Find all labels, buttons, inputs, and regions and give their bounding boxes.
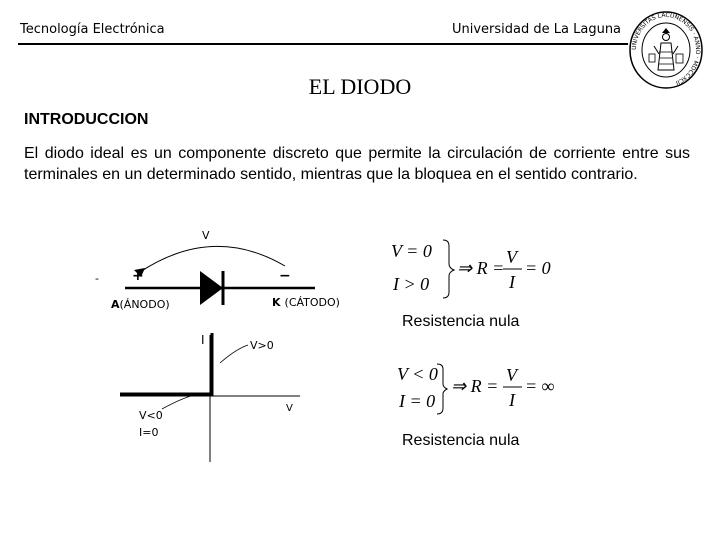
formula-2 [385, 360, 585, 430]
cathode-label [272, 296, 340, 309]
anode-label [111, 298, 170, 311]
seal-ring-text: UNIVERSITAS LACUNENSIS · ANNO · MDCCXCII [630, 11, 702, 87]
formula-1 [385, 232, 585, 302]
plus-sign: + [132, 268, 144, 284]
forward-pointer [220, 345, 248, 363]
cathode-text: (CÁTODO) [284, 296, 340, 309]
formula-2-cond2: I = 0 [399, 391, 436, 411]
formula-1-cond1: V = 0 [391, 241, 432, 261]
header-course: Tecnología Electrónica [20, 22, 165, 37]
y-axis-label: I [201, 333, 205, 347]
formula-2-numerator: V [506, 365, 517, 385]
formula-1-cond2: I > 0 [393, 274, 430, 294]
reverse-label-2: I=0 [139, 426, 159, 439]
section-heading: INTRODUCCION [24, 111, 149, 128]
formula-1-result-lhs: ⇒ R = [457, 258, 505, 278]
left-dash: - [95, 272, 99, 285]
header-university: Universidad de La Laguna [452, 22, 622, 37]
header-divider [18, 43, 628, 45]
formula-2-result-rhs: = ∞ [525, 376, 555, 396]
cathode-letter: K [272, 296, 281, 309]
voltage-arc [140, 246, 285, 272]
iv-characteristic-graph [100, 325, 330, 470]
x-axis-label: V [286, 403, 293, 414]
reverse-label-1: V<0 [139, 409, 163, 422]
reverse-pointer [162, 395, 194, 409]
formula-1-brace-icon [443, 240, 454, 298]
page-title: EL DIODO [308, 74, 412, 99]
forward-label: V>0 [250, 339, 274, 352]
anode-text: (ÁNODO) [119, 298, 170, 311]
formula-2-note: Resistencia nula [402, 432, 520, 449]
formula-2-cond1: V < 0 [397, 364, 438, 384]
formula-2-brace-icon [437, 364, 447, 414]
formula-1-note: Resistencia nula [402, 313, 520, 330]
minus-sign: − [279, 268, 291, 284]
intro-paragraph: El diodo ideal es un componente discreto que permite la circulación de corriente entre sus terminales en un determinado sentido, mientras que la bloquea en el sentido contrario. [24, 145, 690, 183]
anode-letter: A [111, 298, 120, 311]
formula-1-numerator: V [506, 247, 517, 267]
formula-1-denominator: I [509, 272, 515, 292]
formula-1-result-rhs: = 0 [525, 258, 551, 278]
formula-2-denominator: I [509, 390, 515, 410]
formula-2-result-lhs: ⇒ R = [451, 376, 499, 396]
diode-circuit-diagram [85, 222, 355, 322]
diode-triangle-icon [200, 271, 223, 305]
diode-characteristic-curve [120, 333, 212, 394]
voltage-label: V [202, 229, 210, 242]
